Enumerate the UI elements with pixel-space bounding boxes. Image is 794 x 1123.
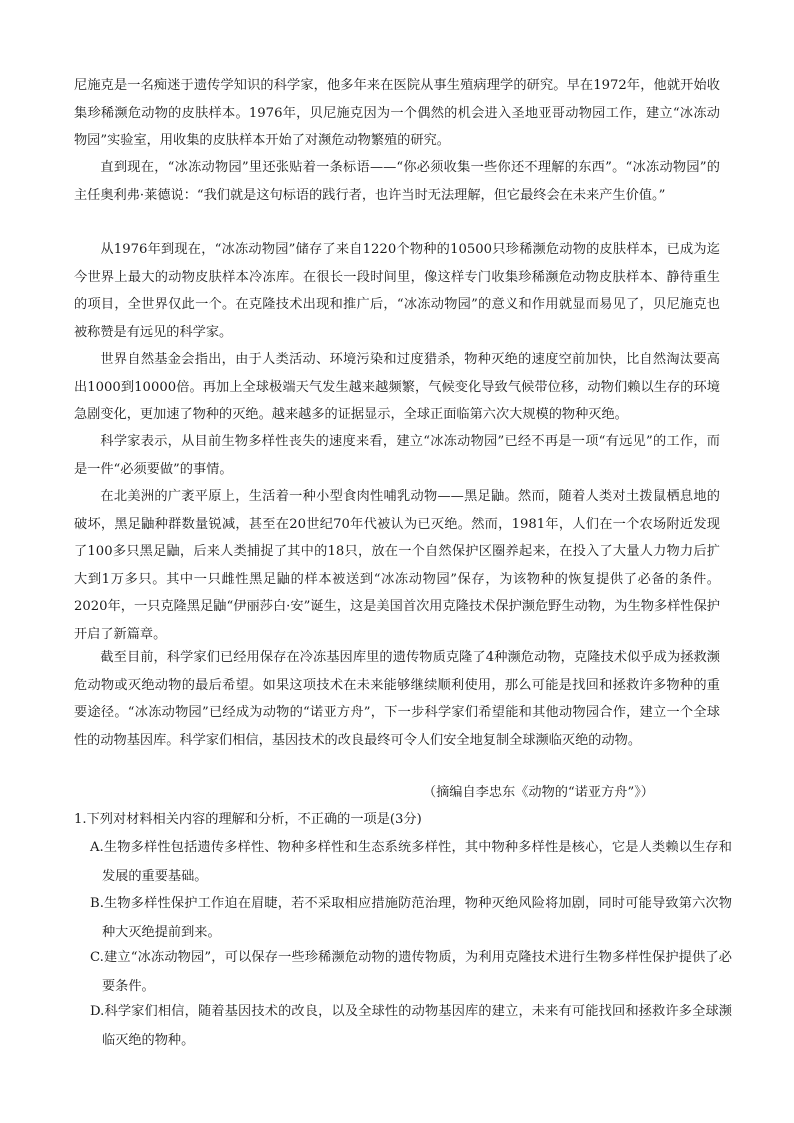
option-c: C.建立“冰冻动物园”，可以保存一些珍稀濒危动物的遗传物质，为利用克隆技术进行生物多样性保护提供了必要条件。 bbox=[90, 950, 732, 994]
question-stem: 1.下列对材料相关内容的理解和分析，不正确的一项是(3分) bbox=[74, 812, 422, 827]
option-a: A.生物多样性包括遗传多样性、物种多样性和生态系统多样性，其中物种多样性是核心，它是人类赖以生存和发展的重要基础。 bbox=[90, 840, 732, 884]
article-paragraph-4: 世界自然基金会指出，由于人类活动、环境污染和过度猎杀，物种灭绝的速度空前加快，比自然淘汰要高出1000到10000倍。再加上全球极端天气发生越来越频繁，气候变化导致气候带位移，动物们赖以生存的环境急剧变化，更加速了物种的灭绝。越来越多的证据显示，全球正面临第六次大规模的物种灭绝。 bbox=[74, 352, 720, 422]
article-paragraph-3: 从1976年到现在，“冰冻动物园”储存了来自1220个物种的10500只珍稀濒危动物的皮肤样本，已成为迄今世界上最大的动物皮肤样本冷冻库。在很长一段时间里，像这样专门收集珍稀濒危动物皮肤样本、静待重生的项目，全世界仅此一个。在克隆技术出现和推广后，“冰冻动物园”的意义和作用就显而易见了，贝尼施克也被称赞是有远见的科学家。 bbox=[74, 242, 720, 340]
article-paragraph-6: 在北美洲的广袤平原上，生活着一种小型食肉性哺乳动物——黑足鼬。然而，随着人类对土拨鼠栖息地的破坏，黑足鼬种群数量锐减，甚至在20世纪70年代被认为已灭绝。然而，1981年，人们在一个农场附近发现了100多只黑足鼬，后来人类捕捉了其中的18只，放在一个自然保护区圈养起来，在投入了大量人力物力后扩大到1万多只。其中一只雌性黑足鼬的样本被送到“冰冻动物园”保存，为该物种的恢复提供了必备的条件。2020年，一只克隆黑足鼬“伊丽莎白·安”诞生，这是美国首次用克隆技术保护濒危野生动物，为生物多样性保护开启了新篇章。 bbox=[74, 489, 720, 642]
article-paragraph-7: 截至目前，科学家们已经用保存在冷冻基因库里的遗传物质克隆了4种濒危动物，克隆技术似乎成为拯救濒危动物或灭绝动物的最后希望。如果这项技术在未来能够继续顺利使用，那么可能是找回和拯救许多物种的重要途径。“冰冻动物园”已经成为动物的“诺亚方舟”，下一步科学家们希望能和其他动物园合作，建立一个全球性的动物基因库。科学家们相信，基因技术的改良最终可令人们安全地复制全球濒临灭绝的动物。 bbox=[74, 650, 720, 748]
article-paragraph-5: 科学家表示，从目前生物多样性丧失的速度来看，建立“冰冻动物园”已经不再是一项“有远见”的工作，而是一件“必须要做”的事情。 bbox=[74, 434, 720, 477]
option-b: B.生物多样性保护工作迫在眉睫，若不采取相应措施防范治理，物种灭绝风险将加剧，同时可能导致第六次物种大灭绝提前到来。 bbox=[90, 896, 732, 940]
article-paragraph-1: 尼施克是一名痴迷于遗传学知识的科学家，他多年来在医院从事生殖病理学的研究。早在1972年，他就开始收集珍稀濒危动物的皮肤样本。1976年，贝尼施克因为一个偶然的机会进入圣地亚哥动物园工作，建立“冰冻动物园”实验室，用收集的皮肤样本开始了对濒危动物繁殖的研究。 bbox=[74, 78, 720, 148]
article-paragraph-2: 直到现在，“冰冻动物园”里还张贴着一条标语——“你必须收集一些你还不理解的东西”。“冰冻动物园”的主任奥利弗·莱德说：“我们就是这句标语的践行者，也许当时无法理解，但它最终会在未来产生价值。” bbox=[74, 160, 720, 203]
option-d: D.科学家们相信，随着基因技术的改良，以及全球性的动物基因库的建立，未来有可能找回和拯救许多全球濒临灭绝的物种。 bbox=[90, 1004, 732, 1048]
article-source: （摘编自李忠东《动物的“诺亚方舟”》） bbox=[422, 785, 654, 800]
